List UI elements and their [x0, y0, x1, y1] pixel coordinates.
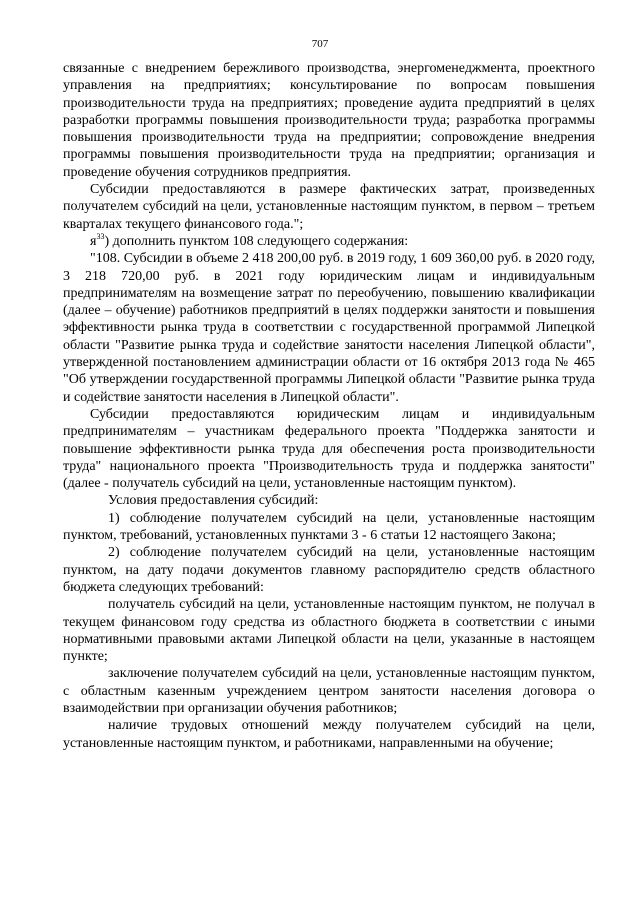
paragraph-item-108: "108. Субсидии в объеме 2 418 200,00 руб. в 2019 году, 1 609 360,00 руб. в 2020 году, 3 218 720,00 руб. в 2021 году юридическим лицам и индивидуальным предпринимателям на возмещение затрат по переобучению, повышению квалификации (далее – обучение) работников предприятий в целях поддержки занятости и повышения эффективности рынка труда в соответствии с государственной программой Липецкой области "Развитие рынка труда и содействие занятости населения Липецкой области", утвержденной постановлением администрации области от 16 октября 2013 года № 465 "Об утверждении государственной программы Липецкой области "Развитие рынка труда и содействие занятости населения в Липецкой области".: [63, 251, 595, 405]
paragraph-condition-1: 1) соблюдение получателем субсидий на цели, установленные настоящим пунктом, требований, установленных пунктами 3 - 6 статьи 12 настоящего Закона;: [63, 510, 595, 544]
paragraph-conditions-heading: Условия предоставления субсидий:: [108, 493, 319, 509]
document-body: [63, 60, 595, 752]
amendment-superscript: 33: [96, 231, 105, 241]
paragraph-recipients: Субсидии предоставляются юридическим лицам и индивидуальным предпринимателям – участникам федерального проекта "Поддержка занятости и повышение эффективности рынка труда для обеспечения роста производительности труда" национального проекта "Производительность труда и поддержка занятости" (далее - получатель субсидий на цели, установленные настоящим пунктом).: [63, 406, 595, 492]
paragraph-condition-2: 2) соблюдение получателем субсидий на цели, установленные настоящим пунктом, на дату подачи документов главному распорядителю средств областного бюджета следующих требований:: [63, 545, 595, 595]
paragraph-subsidy-amount: Субсидии предоставляются в размере фактических затрат, произведенных получателем субсидий на цели, установленные настоящим пунктом, в первом – третьем кварталах текущего финансового года.";: [63, 182, 595, 232]
paragraph-requirement-employment: наличие трудовых отношений между получателем субсидий на цели, установленные настоящим пунктом, и работниками, направленными на обучение;: [63, 718, 595, 751]
amendment-text: ) дополнить пунктом 108 следующего содержания:: [104, 233, 409, 249]
paragraph-amendment-intro: [63, 233, 595, 250]
amendment-letter: я: [90, 233, 97, 249]
paragraph-requirement-no-funds: получатель субсидий на цели, установленные настоящим пунктом, не получал в текущем финансовом году средства из областного бюджета в соответствии с иными нормативными правовыми актами Липецкой области на цели, указанные в настоящем пункте;: [63, 597, 595, 665]
paragraph-services-list: связанные с внедрением бережливого производства, энергоменеджмента, проектного управления на предприятиях; консультирование по вопросам повышения производительности труда на предприятиях; проведение аудита предприятий в целях разработки программы повышения производительности труда; разработка программы повышения производительности труда на предприятии; сопровождение внедрения программы повышения производительности труда на предприятии; организация и проведение обучения сотрудников предприятия.: [63, 61, 595, 180]
paragraph-requirement-agreement: заключение получателем субсидий на цели, установленные настоящим пунктом, с областным казенным учреждением центром занятости населения договора о взаимодействии при организации обучения работников;: [63, 666, 595, 716]
page-number: 707: [311, 38, 329, 50]
